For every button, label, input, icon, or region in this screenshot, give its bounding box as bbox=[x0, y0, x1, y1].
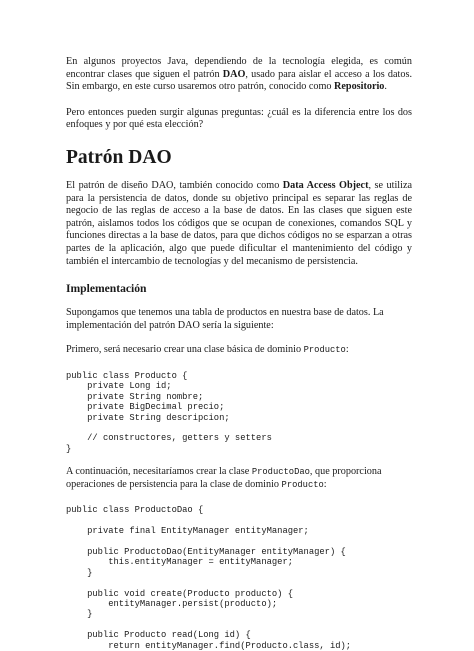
subsection-heading: Implementación bbox=[66, 282, 147, 296]
after-end: : bbox=[323, 478, 327, 490]
after-text-2: , que proporciona operaciones de persistencia para la clase de dominio bbox=[66, 466, 382, 490]
section-heading: Patrón DAO bbox=[66, 146, 172, 168]
impl-text: Primero, será necesario crear una clase básica de dominio bbox=[66, 344, 304, 356]
dao-full-term: Data Access Object bbox=[282, 179, 369, 191]
impl-paragraph-1: Supongamos que tenemos una tabla de productos en nuestra base de datos. La implementación del patrón DAO sería la siguiente: bbox=[66, 307, 384, 331]
after-text: A continuación, necesitaríamos crear la clase bbox=[66, 466, 252, 478]
inline-code-productodao: ProductoDao bbox=[251, 467, 310, 478]
dao-text: El patrón de diseño DAO, también conocido como bbox=[66, 179, 283, 191]
dao-paragraph bbox=[66, 180, 412, 268]
impl-end: : bbox=[345, 344, 349, 356]
after-paragraph bbox=[66, 466, 412, 491]
dao-text-2: , se utiliza para la persistencia de datos, donde su objetivo principal es separar las reglas de negocio de las reglas de acceso a la base de datos. En las clases que siguen este patrón, aislamos todos los códigos que se ocupan de conexiones, comandos SQL y funciones directas a la base de datos, para que dichos códigos no se esparzan a otras partes de la aplicación, algo que puede dificultar el mantenimiento del código y también el intercambio de tecnologías y del mecanismo de persistencia. bbox=[66, 179, 412, 267]
intro-paragraph-1 bbox=[66, 56, 412, 94]
intro-paragraph-2: Pero entonces pueden surgir algunas preguntas: ¿cuál es la diferencia entre los dos enfoques y por qué esta elección? bbox=[66, 106, 412, 131]
dao-term: DAO bbox=[222, 68, 246, 80]
code-block-producto: public class Producto { private Long id; private String nombre; private BigDecimal precio; private String descripcion; // constructores, getters y setters } bbox=[66, 370, 272, 454]
intro-text-2: , usado para aislar el acceso a los datos. Sin embargo, en este curso usaremos otro patrón, conocido como bbox=[66, 68, 412, 93]
inline-code-producto: Producto bbox=[303, 345, 346, 356]
intro-end: . bbox=[384, 81, 387, 93]
inline-code-producto-2: Producto bbox=[281, 479, 324, 490]
intro-text: En algunos proyectos Java, dependiendo de la tecnología elegida, es común encontrar clases que siguen el patrón bbox=[66, 56, 412, 80]
impl-paragraph-2 bbox=[66, 344, 412, 357]
repositorio-term: Repositorio bbox=[334, 81, 385, 93]
code-block-productodao: public class ProductoDao { private final EntityManager entityManager; public ProductoDao(EntityManager entityManager) { this.entityManager = entityManager; } public void create(Producto producto) { entityManager.persist(producto); } public Producto read(Long id) { return entityManager.find(Producto.class, id); bbox=[66, 505, 352, 651]
